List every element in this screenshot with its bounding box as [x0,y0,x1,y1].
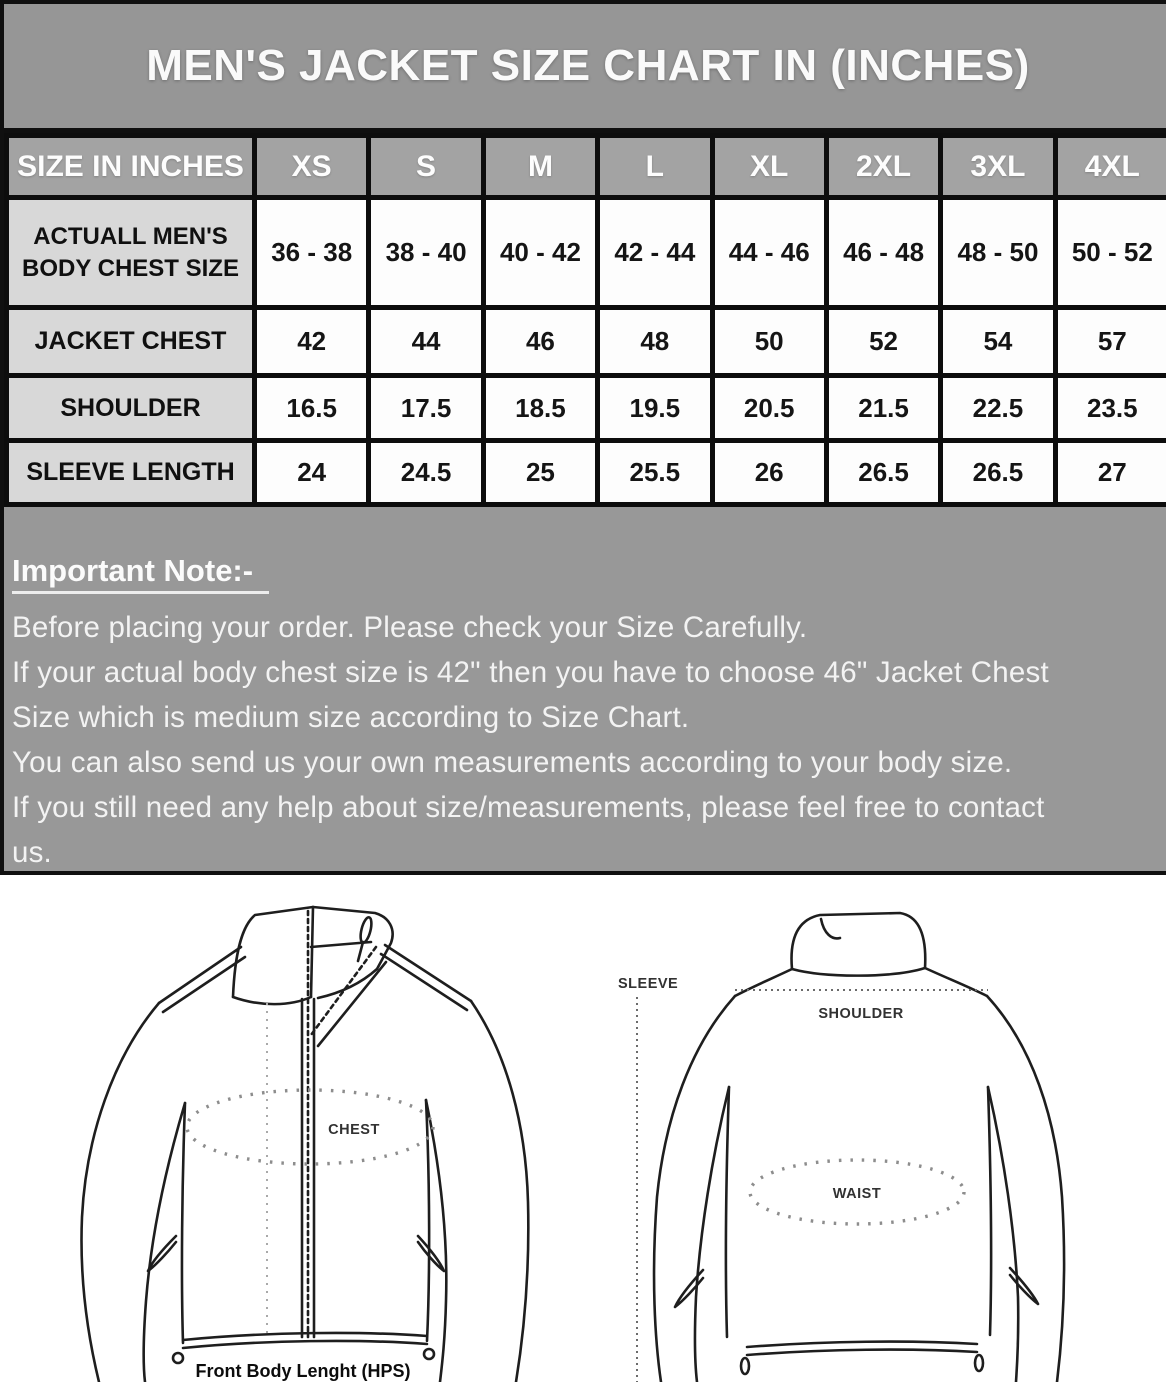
size-value: 42 - 44 [598,198,712,308]
column-header-4xl: 4XL [1055,136,1166,198]
size-value: 57 [1055,308,1166,376]
back-jacket-outline [654,913,1064,1382]
size-value: 24 [255,441,369,505]
front-body-length-label: Front Body Lenght (HPS) [195,1361,411,1381]
waist-label: WAIST [832,1186,882,1202]
column-header-m: M [483,136,597,198]
page-title: MEN'S JACKET SIZE CHART IN (INCHES) [146,41,1030,90]
column-header-xl: XL [712,136,826,198]
size-value: 42 [255,308,369,376]
table-header-row [7,136,1166,198]
size-value: 48 - 50 [941,198,1055,308]
row-header: JACKET CHEST [7,308,255,376]
size-value: 20.5 [712,376,826,441]
sleeve-label: SLEEVE [618,976,679,992]
size-value: 26.5 [941,441,1055,505]
column-header-3xl: 3XL [941,136,1055,198]
size-value: 44 [369,308,483,376]
note-line: If your actual body chest size is 42" then you have to choose 46" Jacket Chest [12,656,1049,689]
size-value: 50 [712,308,826,376]
size-value: 48 [598,308,712,376]
column-header-size-in-inches: SIZE IN INCHES [7,136,255,198]
table-row-shoulder [7,376,1166,441]
size-value: 46 [483,308,597,376]
size-value: 21.5 [826,376,940,441]
size-value: 26.5 [826,441,940,505]
note-line: If you still need any help about size/measurements, please feel free to contact [12,791,1045,824]
size-value: 36 - 38 [255,198,369,308]
note-heading: Important Note:- [12,553,269,594]
row-header: SLEEVE LENGTH [7,441,255,505]
size-value: 27 [1055,441,1166,505]
table-row-sleeve-length [7,441,1166,505]
size-value: 18.5 [483,376,597,441]
size-value: 23.5 [1055,376,1166,441]
size-value: 40 - 42 [483,198,597,308]
note-line: You can also send us your own measurements according to your body size. [12,746,1013,779]
size-value: 50 - 52 [1055,198,1166,308]
chest-measure-ellipse [187,1090,433,1164]
front-jacket-outline [81,907,528,1382]
column-header-s: S [369,136,483,198]
size-value: 22.5 [941,376,1055,441]
note-line: Size which is medium size according to Size Chart. [12,701,690,734]
size-value: 54 [941,308,1055,376]
size-value: 17.5 [369,376,483,441]
size-value: 16.5 [255,376,369,441]
column-header-xs: XS [255,136,369,198]
note-line: Before placing your order. Please check your Size Carefully. [12,611,808,644]
note-line: us. [12,836,52,869]
chest-label: CHEST [328,1122,380,1138]
title-bar [4,4,1166,133]
size-value: 19.5 [598,376,712,441]
shoulder-label: SHOULDER [818,1006,904,1022]
row-header: ACTUALL MEN'S BODY CHEST SIZE [7,198,255,308]
size-value: 44 - 46 [712,198,826,308]
size-chart-table [4,133,1166,507]
size-value: 38 - 40 [369,198,483,308]
row-header: SHOULDER [7,376,255,441]
size-value: 26 [712,441,826,505]
size-value: 25.5 [598,441,712,505]
size-value: 24.5 [369,441,483,505]
size-value: 25 [483,441,597,505]
table-row-jacket-chest [7,308,1166,376]
back-jacket-diagram [595,885,1166,1382]
column-header-2xl: 2XL [826,136,940,198]
size-value: 52 [826,308,940,376]
size-value: 46 - 48 [826,198,940,308]
table-row-body-chest [7,198,1166,308]
column-header-l: L [598,136,712,198]
front-jacket-diagram [55,885,545,1382]
important-note-section [4,507,1166,875]
